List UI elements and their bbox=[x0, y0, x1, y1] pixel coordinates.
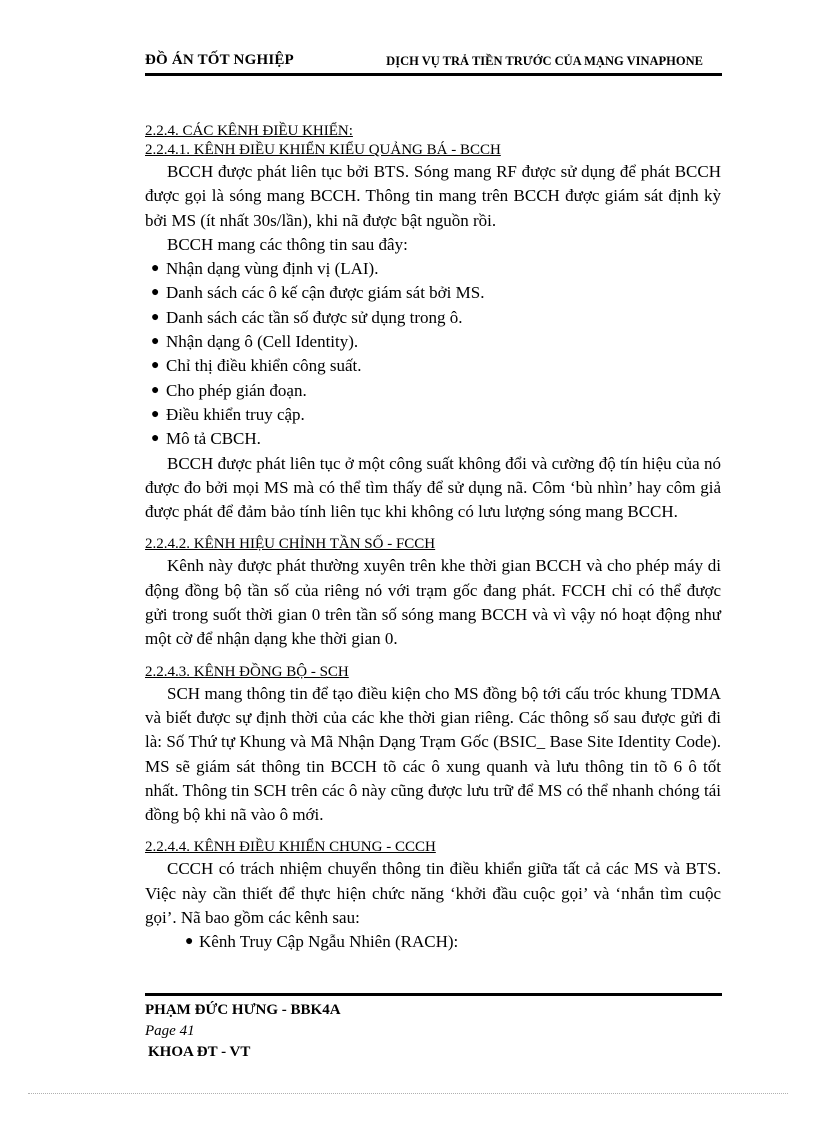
section-heading-main: 2.2.4. CÁC KÊNH ĐIỀU KHIỂN: bbox=[145, 123, 353, 139]
header-rule bbox=[145, 73, 722, 76]
footer-department: KHOA ĐT - VT bbox=[148, 1044, 251, 1060]
header-left-title: ĐỒ ÁN TỐT NGHIỆP bbox=[145, 52, 294, 68]
section-heading-fcch: 2.2.4.2. KÊNH HIỆU CHỈNH TẦN SỐ - FCCH bbox=[145, 536, 436, 553]
section-heading-sch: 2.2.4.3. KÊNH ĐỒNG BỘ - SCH bbox=[145, 663, 349, 680]
bcch-bullet-list bbox=[145, 257, 721, 451]
ccch-bullet-list bbox=[145, 930, 721, 954]
list-item: ● Mô tả CBCH. bbox=[145, 427, 721, 451]
paragraph: Kênh này được phát thường xuyên trên khe thời gian BCCH và cho phép máy di động đồng bộ tần số của riêng nó với trạm gốc đang phát. FCCH chỉ có thể được gửi trong suốt thời gian 0 trên tần số sóng mang BCCH và vì vậy nó hoạt động như một cờ để nhận dạng khe thời gian 0. bbox=[145, 556, 721, 649]
footer-author: PHẠM ĐỨC HƯNG - BBK4A bbox=[145, 1002, 341, 1018]
page-bottom-dotted-divider bbox=[28, 1093, 788, 1094]
paragraph: CCCH có trách nhiệm chuyển thông tin điều khiển giữa tất cả các MS và BTS. Việc này cần thiết để thực hiện chức năng ‘khởi đầu cuộc gọi’ và ‘nhắn tìm cuộc gọi’. Nã bao gồm các kênh sau: bbox=[145, 859, 721, 928]
bullet-icon: ● bbox=[151, 358, 160, 374]
section-heading-ccch: 2.2.4.4. KÊNH ĐIỀU KHIỂN CHUNG - CCCH bbox=[145, 839, 436, 856]
bullet-icon: ● bbox=[185, 934, 194, 950]
list-item: ● Danh sách các ô kế cận được giám sát bởi MS. bbox=[145, 281, 721, 305]
page-header bbox=[145, 52, 721, 72]
paragraph: BCCH được phát liên tục ở một công suất không đổi và cường độ tín hiệu của nó được đo bởi mọi MS mà có thể tìm thấy để sử dụng nã. Côm ‘bù nhìn’ hay côm giả được phát để đảm bảo tính liên tục khi không có lưu lượng sóng mang BCCH. bbox=[145, 453, 721, 522]
bullet-icon: ● bbox=[151, 285, 160, 301]
bullet-icon: ● bbox=[151, 309, 160, 325]
bullet-icon: ● bbox=[151, 406, 160, 422]
section-heading-bcch: 2.2.4.1. KÊNH ĐIỀU KHIỂN KIỂU QUẢNG BÁ - BCCH bbox=[145, 142, 501, 158]
list-item: ● Cho phép gián đoạn. bbox=[145, 379, 721, 403]
footer-rule bbox=[145, 993, 722, 996]
bullet-icon: ● bbox=[151, 334, 160, 350]
list-item: ● Danh sách các tần số được sử dụng trong ô. bbox=[145, 306, 721, 330]
paragraph: SCH mang thông tin để tạo điều kiện cho MS đồng bộ tới cấu tróc khung TDMA và biết được sự định thời của các khe thời gian riêng. Các thông số sau được gửi đi là: Số Thứ tự Khung và Mã Nhận Dạng Trạm Gốc (BSIC_ Base Site Identity Code). MS sẽ giám sát thông tin BCCH tõ các ô xung quanh và lưu thông tin tõ 6 ô tốt nhất. Thông tin SCH trên các ô này cũng được lưu trữ để MS có thể nhanh chóng tái đồng bộ khi nã vào ô mới. bbox=[145, 683, 721, 825]
list-item: ● Kênh Truy Cập Ngẫu Nhiên (RACH): bbox=[145, 930, 721, 954]
page-footer bbox=[145, 999, 721, 1063]
header-right-title: DỊCH VỤ TRẢ TIỀN TRƯỚC CỦA MẠNG VINAPHONE bbox=[386, 54, 703, 68]
paragraph: BCCH mang các thông tin sau đây: bbox=[167, 234, 408, 254]
list-item: ● Nhận dạng ô (Cell Identity). bbox=[145, 330, 721, 354]
list-item: ● Điều khiển truy cập. bbox=[145, 403, 721, 427]
bullet-icon: ● bbox=[151, 431, 160, 447]
list-item: ● Nhận dạng vùng định vị (LAI). bbox=[145, 257, 721, 281]
bullet-icon: ● bbox=[151, 261, 160, 277]
bullet-icon: ● bbox=[151, 382, 160, 398]
list-item: ● Chỉ thị điều khiển công suất. bbox=[145, 354, 721, 378]
footer-page-number: Page 41 bbox=[145, 1023, 195, 1039]
document-body bbox=[145, 122, 721, 955]
paragraph: BCCH được phát liên tục bởi BTS. Sóng mang RF được sử dụng để phát BCCH được gọi là sóng mang BCCH. Thông tin mang trên BCCH được giám sát định kỳ bởi MS (ít nhất 30s/lần), khi nã được bật nguồn rồi. bbox=[145, 162, 721, 230]
